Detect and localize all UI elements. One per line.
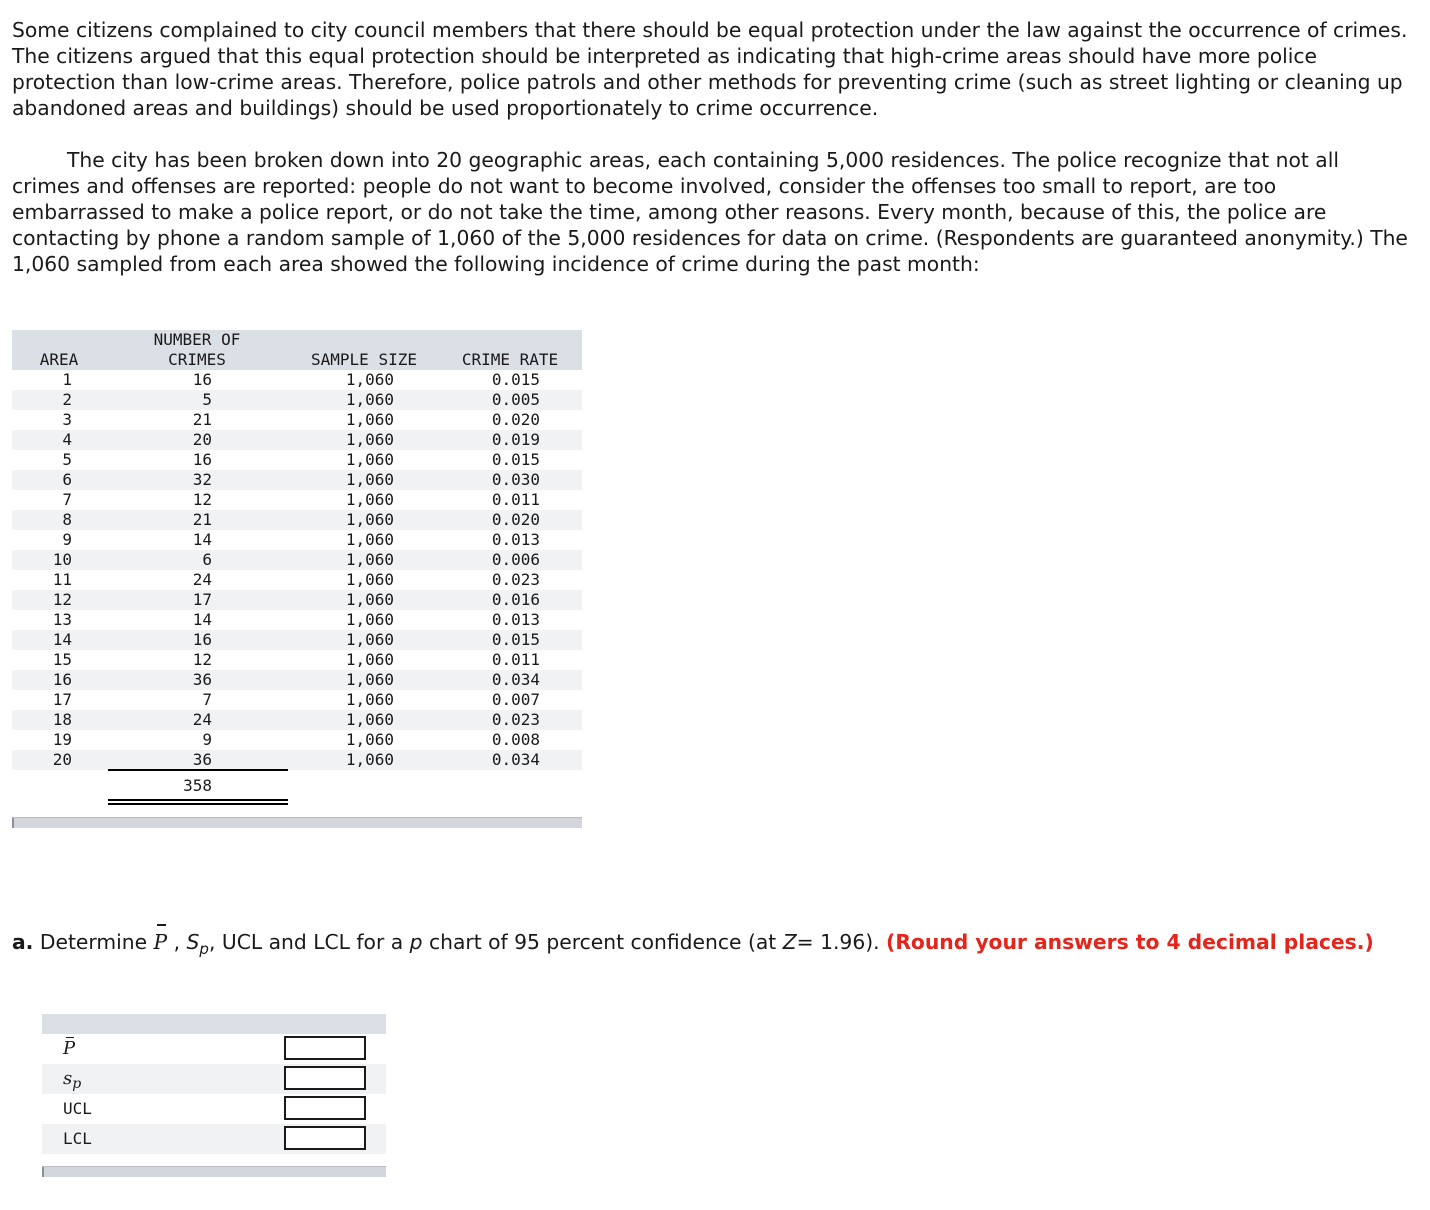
cell-crime-rate: 0.008 [491,730,540,749]
cell-crimes: 21 [192,410,212,429]
cell-crimes: 21 [192,510,212,529]
double-rule-top [108,799,288,801]
sp-input[interactable] [284,1066,366,1090]
cell-area: 10 [52,550,72,569]
comma: , [173,930,181,954]
cell-crimes: 16 [192,370,212,389]
table-row [12,430,582,450]
sp-label: s [63,1068,73,1089]
cell-sample-size: 1,060 [345,610,394,629]
header-sample-size: SAMPLE SIZE [311,350,417,369]
answer-row-lcl [42,1124,386,1154]
table-row [12,530,582,550]
answer-row-p-bar [42,1034,386,1064]
s-symbol: S [186,930,200,954]
header-crimes-line1: NUMBER OF [153,330,241,349]
table-row [12,710,582,730]
p-bar-label: P [63,1038,76,1059]
cell-sample-size: 1,060 [345,750,394,769]
cell-crimes: 36 [192,750,212,769]
cell-sample-size: 1,060 [345,490,394,509]
cell-area: 9 [62,530,72,549]
table-row [12,610,582,630]
question-label: a. [12,930,34,954]
cell-sample-size: 1,060 [345,650,394,669]
cell-crime-rate: 0.020 [491,410,540,429]
cell-crime-rate: 0.006 [491,550,540,569]
cell-area: 19 [52,730,72,749]
cell-area: 17 [52,690,72,709]
cell-crimes: 17 [192,590,212,609]
cell-area: 1 [62,370,72,389]
cell-crime-rate: 0.011 [491,650,540,669]
answer-label-sp [63,1064,81,1094]
double-rule-bottom [108,803,288,805]
p-bar-input[interactable] [284,1036,366,1060]
lcl-input[interactable] [284,1126,366,1150]
cell-crime-rate: 0.034 [491,750,540,769]
table-row [12,490,582,510]
table-row [12,730,582,750]
cell-area: 7 [62,490,72,509]
cell-crime-rate: 0.019 [491,430,540,449]
table-row [12,410,582,430]
cell-crime-rate: 0.015 [491,370,540,389]
sp-subscript: p [72,1076,82,1092]
cell-crime-rate: 0.013 [491,610,540,629]
cell-crimes: 9 [202,730,212,749]
question-text-after: chart of 95 percent confidence (at [428,930,777,954]
crime-data-table [12,330,582,828]
intro-paragraph-2-text: The city has been broken down into 20 geographic areas, each containing 5,000 residences. The police recognize that not all crimes and offenses are reported: people do not want to become involved, consider the offenses too small to report, are too embarrassed to make a police report, or do not take the time, among other reasons. Every month, because of this, the police are contacting by phone a random sample of 1,060 of the 5,000 residences for data on crime. (Respondents are guaranteed anonymity.) The 1,060 sampled from each area showed the following incidence of crime during the past month: [12,148,1408,276]
cell-crimes: 24 [192,710,212,729]
cell-sample-size: 1,060 [345,370,394,389]
cell-crimes: 14 [192,530,212,549]
cell-crime-rate: 0.011 [491,490,540,509]
cell-crimes: 5 [202,390,212,409]
table-row [12,370,582,390]
total-crimes: 358 [183,776,212,795]
cell-area: 11 [52,570,72,589]
sum-rule [108,769,288,771]
cell-crimes: 14 [192,610,212,629]
cell-area: 5 [62,450,72,469]
cell-sample-size: 1,060 [345,590,394,609]
table-row [12,470,582,490]
cell-area: 13 [52,610,72,629]
cell-crimes: 16 [192,630,212,649]
header-crime-rate: CRIME RATE [461,350,559,369]
cell-area: 8 [62,510,72,529]
ucl-label: UCL [63,1099,92,1118]
cell-crimes: 12 [192,650,212,669]
cell-crime-rate: 0.023 [491,710,540,729]
cell-crime-rate: 0.030 [491,470,540,489]
cell-crime-rate: 0.005 [491,390,540,409]
cell-area: 12 [52,590,72,609]
z-value: = 1.96). [796,930,880,954]
table-row [12,630,582,650]
table-row [12,450,582,470]
cell-area: 6 [62,470,72,489]
cell-sample-size: 1,060 [345,430,394,449]
cell-crimes: 7 [202,690,212,709]
cell-sample-size: 1,060 [345,550,394,569]
cell-sample-size: 1,060 [345,410,394,429]
table-footer-bar [12,817,582,828]
question-text-before: Determine [39,930,148,954]
cell-crime-rate: 0.020 [491,510,540,529]
cell-sample-size: 1,060 [345,630,394,649]
header-crimes-line2: CRIMES [168,350,226,369]
cell-sample-size: 1,060 [345,530,394,549]
table-row [12,550,582,570]
cell-crimes: 32 [192,470,212,489]
cell-sample-size: 1,060 [345,390,394,409]
cell-area: 18 [52,710,72,729]
cell-area: 15 [52,650,72,669]
cell-crime-rate: 0.034 [491,670,540,689]
z-symbol: Z [782,930,797,954]
cell-sample-size: 1,060 [345,710,394,729]
answer-header-band [42,1014,386,1034]
cell-area: 20 [52,750,72,769]
cell-crimes: 16 [192,450,212,469]
cell-sample-size: 1,060 [345,450,394,469]
cell-crimes: 12 [192,490,212,509]
cell-sample-size: 1,060 [345,690,394,709]
s-subscript: p [199,940,209,958]
cell-crime-rate: 0.016 [491,590,540,609]
cell-area: 3 [62,410,72,429]
p-italic: p [409,930,423,954]
cell-area: 4 [62,430,72,449]
table-row [12,670,582,690]
ucl-input[interactable] [284,1096,366,1120]
table-row [12,570,582,590]
cell-crimes: 6 [202,550,212,569]
cell-sample-size: 1,060 [345,470,394,489]
table-row [12,390,582,410]
cell-area: 14 [52,630,72,649]
cell-crime-rate: 0.013 [491,530,540,549]
table-row [12,590,582,610]
rounding-hint: (Round your answers to 4 decimal places.) [886,930,1374,954]
header-area: AREA [39,350,79,369]
cell-crimes: 24 [192,570,212,589]
table-row [12,690,582,710]
question-a [12,928,1412,958]
cell-crime-rate: 0.015 [491,450,540,469]
question-text-mid: , UCL and LCL for a [208,930,404,954]
cell-crime-rate: 0.023 [491,570,540,589]
intro-paragraph-2 [12,147,1412,277]
cell-crimes: 20 [192,430,212,449]
table-row [12,510,582,530]
answer-label-p-bar [63,1034,75,1064]
cell-sample-size: 1,060 [345,730,394,749]
cell-crime-rate: 0.015 [491,630,540,649]
cell-area: 16 [52,670,72,689]
table-row [12,650,582,670]
p-bar-symbol: P [153,930,168,954]
intro-paragraph-1: Some citizens complained to city council members that there should be equal protection under the law against the occurrence of crimes. The citizens argued that this equal protection should be interpreted as indicating that high-crime areas should have more police protection than low-crime areas. Therefore, police patrols and other methods for preventing crime (such as street lighting or cleaning up abandoned areas and buildings) should be used proportionately to crime occurrence. [12,18,1408,120]
lcl-label: LCL [63,1129,92,1148]
answer-row-ucl [42,1094,386,1124]
answer-footer-bar [42,1166,386,1177]
cell-crime-rate: 0.007 [491,690,540,709]
answer-row-sp [42,1064,386,1094]
answer-table [42,1014,386,1178]
cell-sample-size: 1,060 [345,510,394,529]
table-row [12,750,582,770]
cell-crimes: 36 [192,670,212,689]
cell-area: 2 [62,390,72,409]
cell-sample-size: 1,060 [345,570,394,589]
cell-sample-size: 1,060 [345,670,394,689]
